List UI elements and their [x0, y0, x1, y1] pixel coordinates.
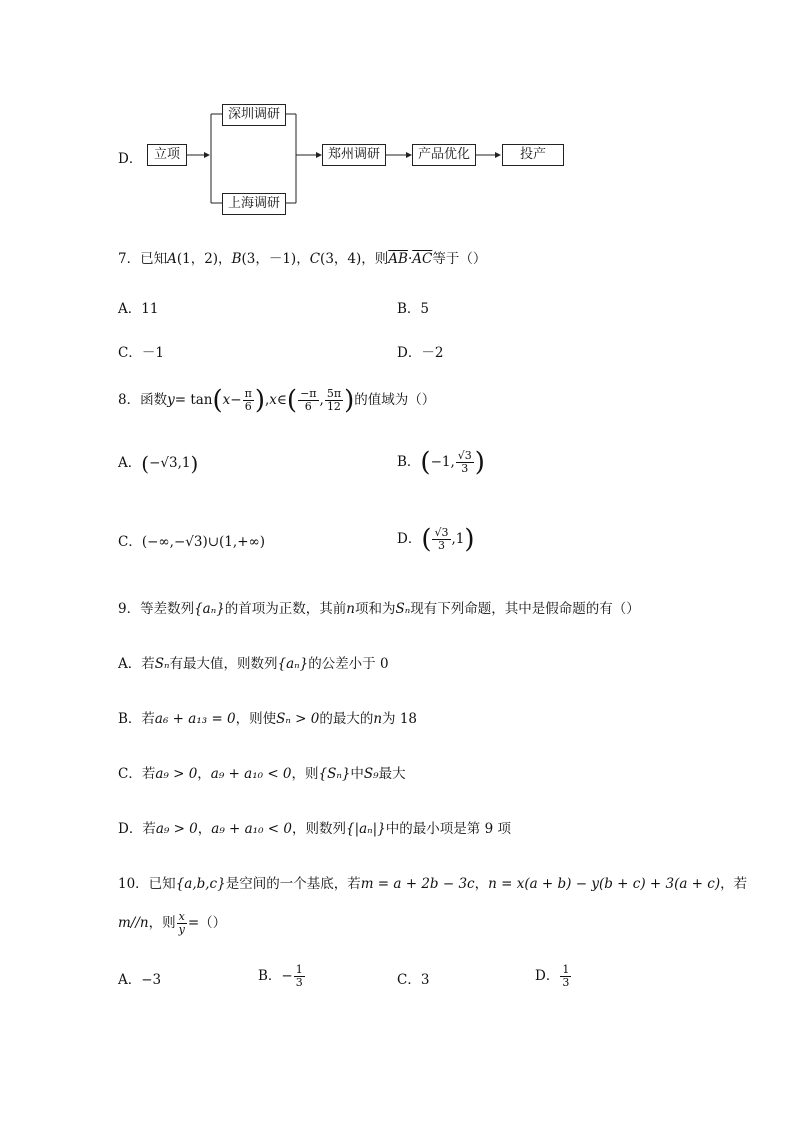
q7-prefix: 7．已知 — [118, 251, 168, 267]
q8-minus: − — [230, 392, 242, 408]
q7-point-b-coord: (3，－1)， — [241, 251, 310, 267]
q8-frac-pi6: $\frac{\pi}{6}$ — [244, 387, 252, 413]
q7-point-c-coord: (3，4)，则 — [320, 251, 389, 267]
q8-frac-neg-pi6: $\frac{-\pi}{6}$ — [300, 387, 317, 413]
q8-frac-5pi12: $\frac{5\pi}{12}$ — [326, 387, 342, 413]
q7-option-b: B．5 — [397, 301, 430, 317]
q8-x: x — [222, 392, 231, 408]
q8-option-a: A．(−√3,1) — [118, 451, 199, 476]
q8-prefix: 8．函数 — [118, 392, 168, 408]
node-produce: 投产 — [502, 144, 564, 166]
q10-option-d: D． $\frac{1}{3}$ — [535, 963, 570, 989]
q9-option-d: D．若a₉ > 0，a₉ + a₁₀ < 0，则数列{|aₙ|}中的最小项是第 9 项 — [118, 821, 511, 837]
q8-tan: = tan — [174, 392, 213, 408]
q8-option-d: D．( $\frac{√3}{3}$ ,1) — [397, 524, 475, 555]
q8-comma: , — [265, 392, 270, 408]
q7-option-c: C．－1 — [118, 345, 164, 361]
question-10-stem-line1: 10．已知{a,b,c}是空间的一个基底，若m = a + 2b − 3c，n = x(a + b) − y(b + c) + 3(a + c)，若 — [118, 876, 748, 892]
q8-option-c: C．(−∞,−√3)∪(1,+∞) — [118, 534, 266, 550]
node-shenzhen: 深圳调研 — [222, 104, 286, 126]
node-zhengzhou: 郑州调研 — [322, 144, 386, 166]
option-d-label: D． — [118, 151, 143, 167]
q8-y: y — [167, 392, 175, 408]
q8-in: ∈ — [276, 392, 287, 408]
question-10-stem-line2: m//n，则 $\frac{x}{y}$ =（） — [118, 910, 227, 936]
q10-option-a: A．−3 — [118, 972, 162, 988]
q7-option-d: D．－2 — [397, 345, 444, 361]
q7-vector-ab: $\overline{AB}$ — [388, 251, 408, 267]
q7-point-c: C — [309, 251, 321, 267]
node-optimize: 产品优化 — [412, 144, 476, 166]
q8-option-b: B．(−1, $\frac{√3}{3}$ ) — [397, 447, 485, 478]
q10-frac-xy: $\frac{x}{y}$ — [178, 910, 185, 936]
q8-x2: x — [269, 392, 277, 408]
question-7-stem — [118, 247, 486, 267]
question-8-stem: 8．函数y= tan(x− $\frac{\pi}{6}$ ),x∈( $\frac{-\pi}{6}$ , $\frac{5\pi}{12}$ )的值域为（） — [118, 385, 436, 416]
node-start: 立项 — [147, 144, 187, 166]
q7-point-a-coord: (1，2)， — [176, 251, 232, 267]
q9-option-c: C．若a₉ > 0，a₉ + a₁₀ < 0，则{Sₙ}中S₉最大 — [118, 766, 406, 782]
q9-option-a: A．若Sₙ有最大值，则数列{aₙ}的公差小于 0 — [118, 656, 389, 672]
q7-dot: · — [407, 251, 413, 267]
q10-option-c: C．3 — [397, 972, 430, 988]
q7-point-b: B — [231, 251, 242, 267]
q10-option-b: B．− $\frac{1}{3}$ — [258, 963, 303, 989]
node-shanghai: 上海调研 — [222, 193, 286, 215]
q7-option-a: A．11 — [118, 301, 159, 317]
q9-option-b: B．若a₆ + a₁₃ = 0，则使Sₙ > 0的最大的n为 18 — [118, 711, 418, 727]
q7-suffix: 等于（） — [432, 251, 487, 267]
q7-point-a: A — [167, 251, 177, 267]
flowchart-connectors — [0, 0, 794, 230]
question-9-stem: 9．等差数列{aₙ}的首项为正数，其前n项和为Sₙ现有下列命题，其中是假命题的有（） — [118, 601, 640, 617]
q7-vector-ac: $\overline{AC}$ — [412, 251, 433, 267]
q8-suffix: 的值域为（） — [354, 392, 436, 408]
